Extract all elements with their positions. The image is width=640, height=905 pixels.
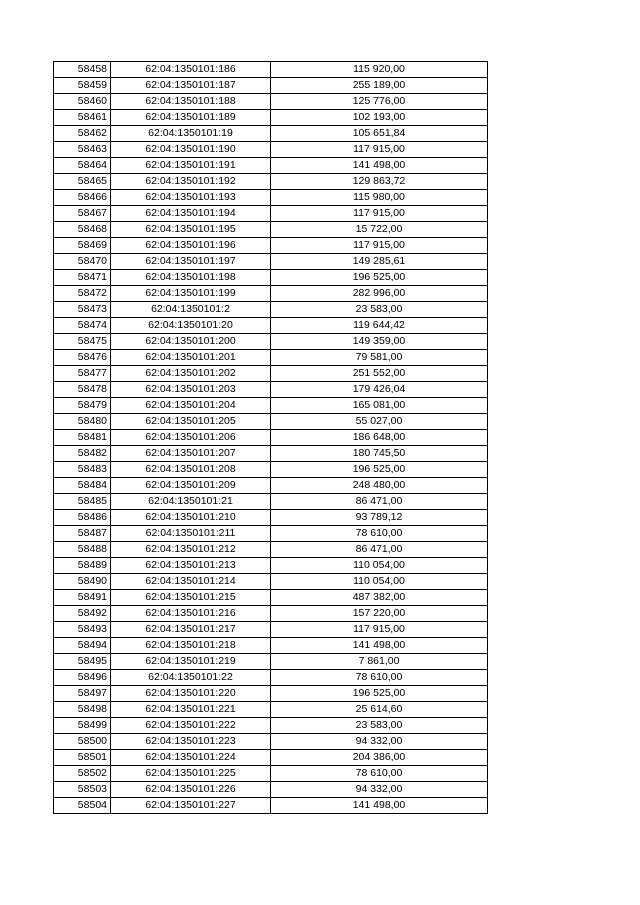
row-number-cell: 58491 <box>54 590 111 606</box>
cadastral-value-cell: 79 581,00 <box>271 350 488 366</box>
table-row <box>54 526 488 542</box>
table-row <box>54 590 488 606</box>
cadastral-number-cell: 62:04:1350101:197 <box>111 254 271 270</box>
row-number-cell: 58464 <box>54 158 111 174</box>
cadastral-number-cell: 62:04:1350101:224 <box>111 750 271 766</box>
cadastral-value-cell: 93 789,12 <box>271 510 488 526</box>
cadastral-number-cell: 62:04:1350101:193 <box>111 190 271 206</box>
row-number-cell: 58497 <box>54 686 111 702</box>
row-number-cell: 58461 <box>54 110 111 126</box>
cadastral-value-cell: 255 189,00 <box>271 78 488 94</box>
table-row <box>54 510 488 526</box>
row-number-cell: 58494 <box>54 638 111 654</box>
cadastral-number-cell: 62:04:1350101:220 <box>111 686 271 702</box>
cadastral-value-cell: 119 644,42 <box>271 318 488 334</box>
cadastral-number-cell: 62:04:1350101:225 <box>111 766 271 782</box>
cadastral-number-cell: 62:04:1350101:196 <box>111 238 271 254</box>
cadastral-value-cell: 117 915,00 <box>271 622 488 638</box>
cadastral-number-cell: 62:04:1350101:216 <box>111 606 271 622</box>
row-number-cell: 58485 <box>54 494 111 510</box>
cadastral-number-cell: 62:04:1350101:186 <box>111 62 271 78</box>
row-number-cell: 58472 <box>54 286 111 302</box>
cadastral-value-cell: 141 498,00 <box>271 638 488 654</box>
table-row <box>54 782 488 798</box>
row-number-cell: 58482 <box>54 446 111 462</box>
cadastral-value-cell: 251 552,00 <box>271 366 488 382</box>
cadastral-number-cell: 62:04:1350101:21 <box>111 494 271 510</box>
row-number-cell: 58501 <box>54 750 111 766</box>
cadastral-number-cell: 62:04:1350101:207 <box>111 446 271 462</box>
cadastral-value-cell: 117 915,00 <box>271 206 488 222</box>
cadastral-number-cell: 62:04:1350101:2 <box>111 302 271 318</box>
cadastral-number-cell: 62:04:1350101:191 <box>111 158 271 174</box>
row-number-cell: 58489 <box>54 558 111 574</box>
table-row <box>54 78 488 94</box>
table-row <box>54 702 488 718</box>
row-number-cell: 58502 <box>54 766 111 782</box>
cadastral-number-cell: 62:04:1350101:203 <box>111 382 271 398</box>
cadastral-value-cell: 117 915,00 <box>271 238 488 254</box>
row-number-cell: 58460 <box>54 94 111 110</box>
row-number-cell: 58499 <box>54 718 111 734</box>
cadastral-value-cell: 115 980,00 <box>271 190 488 206</box>
cadastral-value-cell: 102 193,00 <box>271 110 488 126</box>
cadastral-value-cell: 78 610,00 <box>271 670 488 686</box>
row-number-cell: 58481 <box>54 430 111 446</box>
table-body <box>54 62 488 814</box>
row-number-cell: 58467 <box>54 206 111 222</box>
cadastral-number-cell: 62:04:1350101:205 <box>111 414 271 430</box>
row-number-cell: 58503 <box>54 782 111 798</box>
cadastral-value-cell: 141 498,00 <box>271 158 488 174</box>
table-row <box>54 430 488 446</box>
cadastral-number-cell: 62:04:1350101:223 <box>111 734 271 750</box>
row-number-cell: 58498 <box>54 702 111 718</box>
cadastral-value-cell: 23 583,00 <box>271 302 488 318</box>
row-number-cell: 58493 <box>54 622 111 638</box>
cadastral-number-cell: 62:04:1350101:226 <box>111 782 271 798</box>
cadastral-value-cell: 179 426,04 <box>271 382 488 398</box>
table-row <box>54 334 488 350</box>
row-number-cell: 58469 <box>54 238 111 254</box>
table-row <box>54 350 488 366</box>
cadastral-number-cell: 62:04:1350101:217 <box>111 622 271 638</box>
row-number-cell: 58490 <box>54 574 111 590</box>
cadastral-value-cell: 94 332,00 <box>271 782 488 798</box>
cadastral-value-cell: 15 722,00 <box>271 222 488 238</box>
cadastral-number-cell: 62:04:1350101:189 <box>111 110 271 126</box>
cadastral-number-cell: 62:04:1350101:202 <box>111 366 271 382</box>
row-number-cell: 58473 <box>54 302 111 318</box>
table-row <box>54 622 488 638</box>
table-row <box>54 494 488 510</box>
cadastral-value-cell: 165 081,00 <box>271 398 488 414</box>
row-number-cell: 58459 <box>54 78 111 94</box>
cadastral-value-cell: 487 382,00 <box>271 590 488 606</box>
cadastral-number-cell: 62:04:1350101:19 <box>111 126 271 142</box>
cadastral-number-cell: 62:04:1350101:188 <box>111 94 271 110</box>
row-number-cell: 58479 <box>54 398 111 414</box>
table-row <box>54 734 488 750</box>
table-row <box>54 270 488 286</box>
cadastral-value-cell: 248 480,00 <box>271 478 488 494</box>
table-row <box>54 670 488 686</box>
cadastral-number-cell: 62:04:1350101:211 <box>111 526 271 542</box>
row-number-cell: 58474 <box>54 318 111 334</box>
row-number-cell: 58471 <box>54 270 111 286</box>
cadastral-value-cell: 23 583,00 <box>271 718 488 734</box>
cadastral-value-table <box>53 61 488 814</box>
table-row <box>54 190 488 206</box>
cadastral-number-cell: 62:04:1350101:208 <box>111 462 271 478</box>
row-number-cell: 58484 <box>54 478 111 494</box>
cadastral-number-cell: 62:04:1350101:195 <box>111 222 271 238</box>
cadastral-value-cell: 110 054,00 <box>271 574 488 590</box>
cadastral-value-cell: 86 471,00 <box>271 542 488 558</box>
cadastral-number-cell: 62:04:1350101:218 <box>111 638 271 654</box>
cadastral-value-cell: 110 054,00 <box>271 558 488 574</box>
table-row <box>54 366 488 382</box>
table-row <box>54 414 488 430</box>
row-number-cell: 58486 <box>54 510 111 526</box>
cadastral-value-cell: 282 996,00 <box>271 286 488 302</box>
cadastral-value-cell: 78 610,00 <box>271 766 488 782</box>
table-row <box>54 478 488 494</box>
cadastral-value-cell: 180 745,50 <box>271 446 488 462</box>
row-number-cell: 58468 <box>54 222 111 238</box>
table-row <box>54 446 488 462</box>
cadastral-value-cell: 196 525,00 <box>271 462 488 478</box>
cadastral-value-cell: 141 498,00 <box>271 798 488 814</box>
cadastral-value-cell: 94 332,00 <box>271 734 488 750</box>
cadastral-number-cell: 62:04:1350101:227 <box>111 798 271 814</box>
row-number-cell: 58487 <box>54 526 111 542</box>
cadastral-value-cell: 157 220,00 <box>271 606 488 622</box>
table-row <box>54 382 488 398</box>
cadastral-value-cell: 125 776,00 <box>271 94 488 110</box>
cadastral-number-cell: 62:04:1350101:206 <box>111 430 271 446</box>
table-row <box>54 462 488 478</box>
cadastral-number-cell: 62:04:1350101:212 <box>111 542 271 558</box>
cadastral-number-cell: 62:04:1350101:214 <box>111 574 271 590</box>
table-row <box>54 638 488 654</box>
table-row <box>54 302 488 318</box>
table-row <box>54 654 488 670</box>
table-row <box>54 286 488 302</box>
row-number-cell: 58504 <box>54 798 111 814</box>
cadastral-number-cell: 62:04:1350101:222 <box>111 718 271 734</box>
row-number-cell: 58480 <box>54 414 111 430</box>
row-number-cell: 58483 <box>54 462 111 478</box>
table-row <box>54 542 488 558</box>
table-row <box>54 798 488 814</box>
row-number-cell: 58476 <box>54 350 111 366</box>
cadastral-number-cell: 62:04:1350101:198 <box>111 270 271 286</box>
table-row <box>54 766 488 782</box>
cadastral-number-cell: 62:04:1350101:22 <box>111 670 271 686</box>
table-row <box>54 110 488 126</box>
cadastral-number-cell: 62:04:1350101:213 <box>111 558 271 574</box>
table-row <box>54 206 488 222</box>
row-number-cell: 58466 <box>54 190 111 206</box>
row-number-cell: 58496 <box>54 670 111 686</box>
cadastral-number-cell: 62:04:1350101:209 <box>111 478 271 494</box>
table-row <box>54 238 488 254</box>
cadastral-value-cell: 78 610,00 <box>271 526 488 542</box>
row-number-cell: 58463 <box>54 142 111 158</box>
table-row <box>54 606 488 622</box>
cadastral-value-cell: 186 648,00 <box>271 430 488 446</box>
cadastral-value-cell: 149 359,00 <box>271 334 488 350</box>
table-row <box>54 142 488 158</box>
table-row <box>54 558 488 574</box>
cadastral-value-cell: 204 386,00 <box>271 750 488 766</box>
cadastral-number-cell: 62:04:1350101:187 <box>111 78 271 94</box>
row-number-cell: 58478 <box>54 382 111 398</box>
cadastral-number-cell: 62:04:1350101:210 <box>111 510 271 526</box>
cadastral-number-cell: 62:04:1350101:199 <box>111 286 271 302</box>
cadastral-value-cell: 25 614,60 <box>271 702 488 718</box>
row-number-cell: 58488 <box>54 542 111 558</box>
row-number-cell: 58495 <box>54 654 111 670</box>
cadastral-number-cell: 62:04:1350101:194 <box>111 206 271 222</box>
table-row <box>54 318 488 334</box>
table-row <box>54 574 488 590</box>
cadastral-value-cell: 117 915,00 <box>271 142 488 158</box>
row-number-cell: 58475 <box>54 334 111 350</box>
table-row <box>54 62 488 78</box>
table-row <box>54 718 488 734</box>
cadastral-value-cell: 7 861,00 <box>271 654 488 670</box>
row-number-cell: 58458 <box>54 62 111 78</box>
row-number-cell: 58465 <box>54 174 111 190</box>
table-row <box>54 158 488 174</box>
cadastral-number-cell: 62:04:1350101:200 <box>111 334 271 350</box>
cadastral-value-cell: 55 027,00 <box>271 414 488 430</box>
cadastral-number-cell: 62:04:1350101:221 <box>111 702 271 718</box>
row-number-cell: 58477 <box>54 366 111 382</box>
table-row <box>54 126 488 142</box>
table-row <box>54 94 488 110</box>
cadastral-number-cell: 62:04:1350101:201 <box>111 350 271 366</box>
cadastral-number-cell: 62:04:1350101:192 <box>111 174 271 190</box>
cadastral-number-cell: 62:04:1350101:219 <box>111 654 271 670</box>
table-row <box>54 222 488 238</box>
cadastral-value-cell: 115 920,00 <box>271 62 488 78</box>
cadastral-value-cell: 86 471,00 <box>271 494 488 510</box>
cadastral-number-cell: 62:04:1350101:204 <box>111 398 271 414</box>
cadastral-number-cell: 62:04:1350101:190 <box>111 142 271 158</box>
table-row <box>54 686 488 702</box>
table-row <box>54 750 488 766</box>
row-number-cell: 58500 <box>54 734 111 750</box>
cadastral-number-cell: 62:04:1350101:20 <box>111 318 271 334</box>
cadastral-value-cell: 129 863,72 <box>271 174 488 190</box>
row-number-cell: 58462 <box>54 126 111 142</box>
cadastral-value-cell: 105 651,84 <box>271 126 488 142</box>
table-row <box>54 174 488 190</box>
cadastral-value-cell: 196 525,00 <box>271 686 488 702</box>
row-number-cell: 58470 <box>54 254 111 270</box>
cadastral-value-cell: 196 525,00 <box>271 270 488 286</box>
row-number-cell: 58492 <box>54 606 111 622</box>
table-row <box>54 254 488 270</box>
table-row <box>54 398 488 414</box>
cadastral-value-cell: 149 285,61 <box>271 254 488 270</box>
cadastral-number-cell: 62:04:1350101:215 <box>111 590 271 606</box>
